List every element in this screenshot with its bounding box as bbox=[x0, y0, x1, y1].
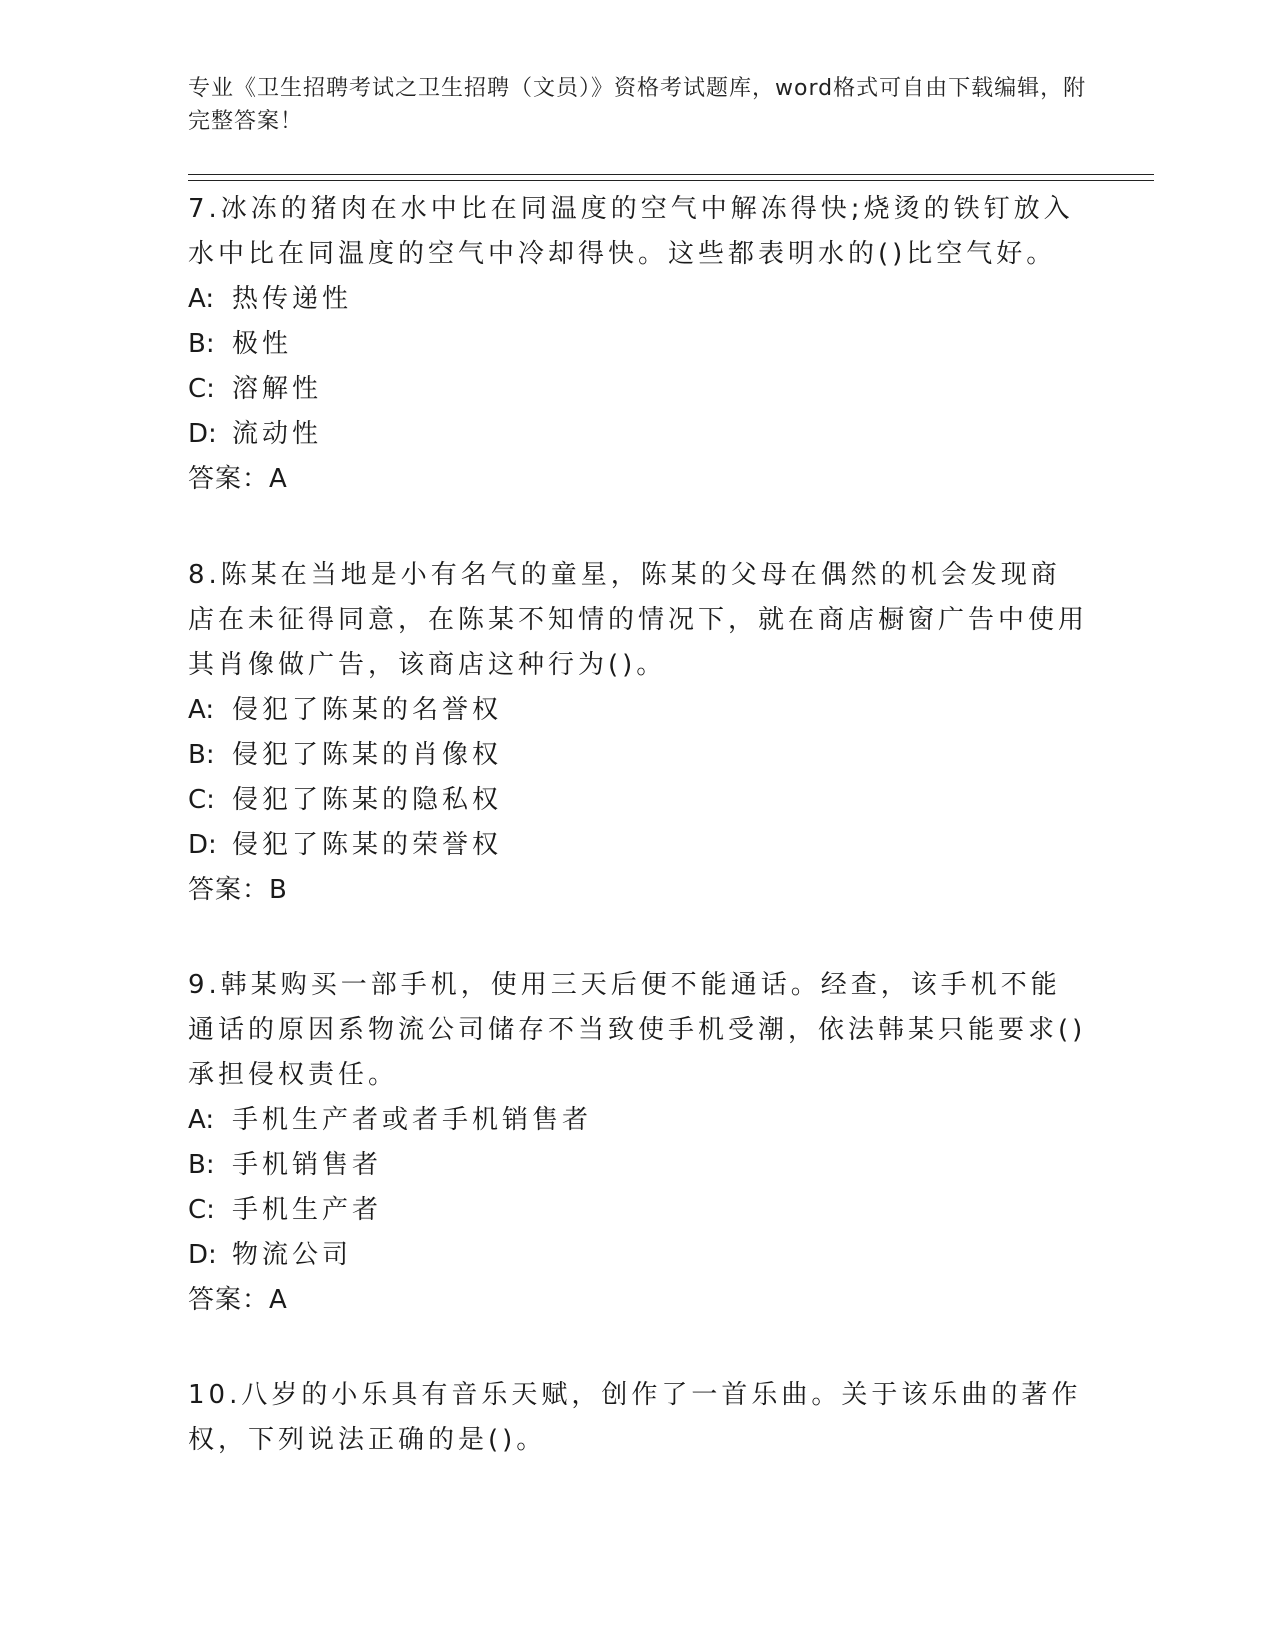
question-text: 8.陈某在当地是小有名气的童星，陈某的父母在偶然的机会发现商店在未征得同意，在陈某不知情的情况下，就在商店橱窗广告中使用其肖像做广告，该商店这种行为()。 bbox=[188, 560, 1089, 680]
option-letter: C: bbox=[188, 785, 215, 815]
option-letter: A: bbox=[188, 284, 215, 314]
option-a bbox=[188, 1098, 1088, 1143]
option-letter: B: bbox=[188, 740, 215, 770]
question-text: 10.八岁的小乐具有音乐天赋，创作了一首乐曲。关于该乐曲的著作权，下列说法正确的是()。 bbox=[188, 1380, 1082, 1455]
option-text: 侵犯了陈某的名誉权 bbox=[232, 695, 503, 725]
document-header: 专业《卫生招聘考试之卫生招聘（文员）》资格考试题库，word格式可自由下载编辑，附完整答案！ bbox=[188, 76, 1087, 134]
option-letter: C: bbox=[188, 374, 215, 404]
option-letter: B: bbox=[188, 1150, 215, 1180]
option-letter: D: bbox=[188, 419, 217, 449]
header-divider-top bbox=[188, 174, 1154, 175]
option-text: 侵犯了陈某的肖像权 bbox=[232, 740, 503, 770]
option-b bbox=[188, 1143, 1088, 1188]
option-text: 极性 bbox=[232, 329, 293, 359]
option-text: 溶解性 bbox=[232, 374, 323, 404]
option-text: 热传递性 bbox=[232, 284, 353, 314]
option-a bbox=[188, 277, 1088, 322]
option-letter: D: bbox=[188, 830, 217, 860]
option-text: 侵犯了陈某的荣誉权 bbox=[232, 830, 503, 860]
answer-line: 答案：A bbox=[188, 464, 288, 494]
option-text: 手机销售者 bbox=[232, 1150, 383, 1180]
answer-line: 答案：A bbox=[188, 1285, 288, 1315]
question-8 bbox=[188, 553, 1088, 913]
question-10 bbox=[188, 1373, 1088, 1463]
option-a bbox=[188, 688, 1088, 733]
question-text: 7.冰冻的猪肉在水中比在同温度的空气中解冻得快;烧烫的铁钉放入水中比在同温度的空气中冷却得快。这些都表明水的()比空气好。 bbox=[188, 194, 1074, 269]
option-text: 手机生产者或者手机销售者 bbox=[232, 1105, 593, 1135]
answer-line: 答案：B bbox=[188, 875, 288, 905]
header-divider-bottom bbox=[188, 180, 1154, 181]
option-d bbox=[188, 1233, 1088, 1278]
question-text: 9.韩某购买一部手机，使用三天后便不能通话。经查，该手机不能通话的原因系物流公司储存不当致使手机受潮，依法韩某只能要求()承担侵权责任。 bbox=[188, 970, 1087, 1090]
option-letter: C: bbox=[188, 1195, 215, 1225]
option-b bbox=[188, 322, 1088, 367]
option-c bbox=[188, 778, 1088, 823]
option-letter: B: bbox=[188, 329, 215, 359]
option-letter: A: bbox=[188, 1105, 215, 1135]
question-9 bbox=[188, 963, 1088, 1323]
option-b bbox=[188, 733, 1088, 778]
question-7 bbox=[188, 187, 1088, 502]
option-c bbox=[188, 367, 1088, 412]
option-d bbox=[188, 823, 1088, 868]
option-text: 流动性 bbox=[232, 419, 323, 449]
option-text: 侵犯了陈某的隐私权 bbox=[232, 785, 503, 815]
option-d bbox=[188, 412, 1088, 457]
option-letter: D: bbox=[188, 1240, 217, 1270]
option-text: 手机生产者 bbox=[232, 1195, 383, 1225]
option-letter: A: bbox=[188, 695, 215, 725]
option-text: 物流公司 bbox=[232, 1240, 353, 1270]
option-c bbox=[188, 1188, 1088, 1233]
